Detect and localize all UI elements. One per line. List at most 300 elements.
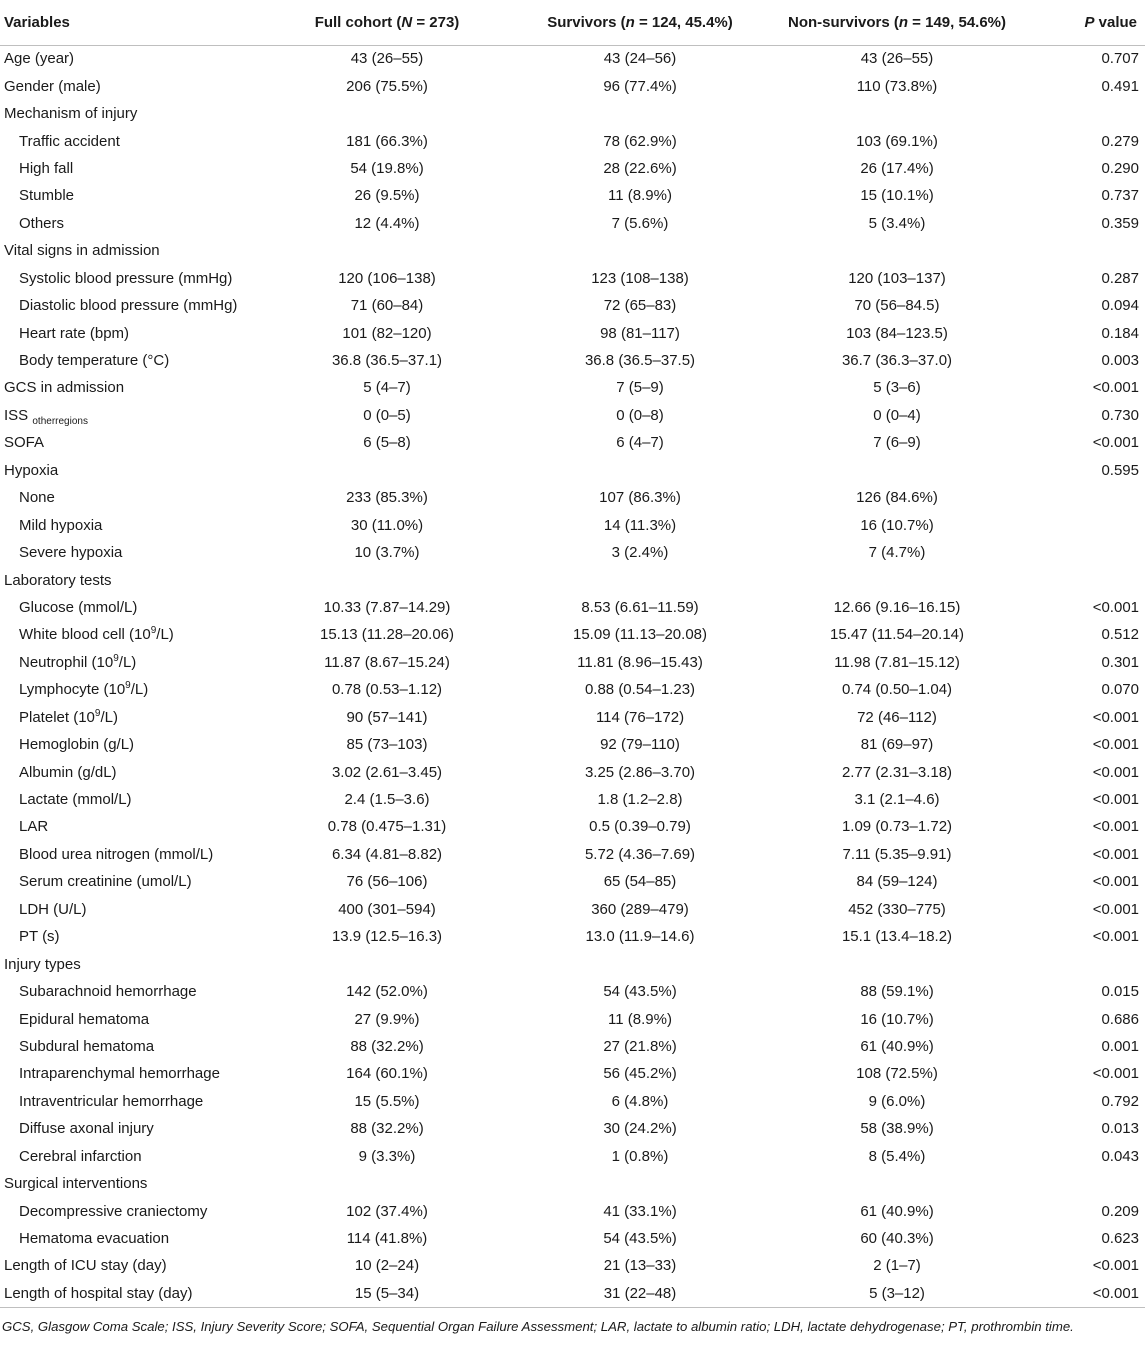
cell-full-cohort (262, 237, 512, 264)
cell-non-survivors: 8 (5.4%) (868, 1147, 926, 1165)
cell-survivors: 31 (22–48) (512, 1280, 768, 1307)
cell-survivors: 21 (13–33) (603, 1257, 677, 1275)
cell-variable (0, 265, 262, 292)
cell-full-cohort: 27 (9.9%) (354, 1010, 420, 1028)
cell-variable (0, 896, 262, 923)
cell-variable (0, 511, 262, 538)
variable-label: Albumin (g/dL) (19, 763, 117, 781)
cell-non-survivors: 5 (3.4%) (868, 214, 926, 232)
cell-survivors: 30 (24.2%) (603, 1120, 677, 1138)
cell-survivors: 6 (4–7) (616, 434, 664, 452)
header-full-cohort (262, 0, 512, 45)
cell-non-survivors: 26 (17.4%) (860, 159, 934, 177)
cell-variable (0, 950, 262, 977)
variable-label-superscript: 9 (113, 652, 119, 664)
cell-variable (0, 484, 262, 511)
cell-variable (0, 1280, 262, 1307)
cell-full-cohort: 90 (57–141) (346, 708, 428, 726)
table-row (0, 1225, 1145, 1252)
cell-non-survivors: 60 (40.3%) (860, 1230, 934, 1248)
cell-full-cohort: 54 (19.8%) (350, 159, 424, 177)
cell-non-survivors: 15.47 (11.54–20.14) (830, 626, 964, 644)
cell-variable (0, 72, 262, 99)
cell-survivors: 65 (54–85) (603, 873, 677, 891)
cell-p-value: <0.001 (1092, 598, 1139, 616)
cell-variable (0, 319, 262, 346)
table-body (0, 45, 1145, 1307)
cell-full-cohort: 12 (4.4%) (354, 214, 420, 232)
cell-variable (0, 813, 262, 840)
variable-label: Stumble (19, 187, 75, 205)
cell-p-value: 0.512 (1101, 626, 1139, 644)
variable-label: Blood urea nitrogen (mmol/L) (19, 845, 214, 863)
cell-survivors: 11 (8.9%) (608, 1010, 672, 1028)
variable-label-suffix: /L) (100, 708, 118, 726)
cell-survivors: 0.88 (0.54–1.23) (584, 681, 696, 699)
cell-survivors: 15.09 (11.13–20.08) (573, 626, 707, 644)
cell-non-survivors: 61 (40.9%) (860, 1037, 934, 1055)
header-full-pre: Full cohort ( (314, 13, 402, 31)
cell-variable (0, 594, 262, 621)
cell-full-cohort: 88 (32.2%) (350, 1037, 424, 1055)
variable-label: Serum creatinine (umol/L) (19, 873, 192, 891)
cell-p-value: 0.686 (1101, 1010, 1139, 1028)
cell-non-survivors: 452 (330–775) (848, 900, 946, 918)
table-row (0, 45, 1145, 72)
cell-full-cohort: 6 (5–8) (363, 434, 411, 452)
variable-label: Lactate (mmol/L) (19, 791, 132, 809)
cell-variable (0, 841, 262, 868)
variable-label: None (19, 489, 55, 507)
cell-full-cohort (262, 100, 512, 127)
variable-label-superscript: 9 (94, 707, 101, 719)
cell-p-value: 0.491 (1101, 77, 1139, 95)
cell-survivors: 0.5 (0.39–0.79) (589, 818, 691, 836)
table-row (0, 374, 1145, 401)
cell-non-survivors (768, 566, 1026, 593)
cell-variable (0, 1170, 262, 1197)
table-row (0, 1197, 1145, 1224)
cell-non-survivors (768, 100, 1026, 127)
variable-label-suffix: /L) (130, 681, 149, 699)
cell-p-value: 0.737 (1101, 187, 1139, 205)
table-row (0, 1143, 1145, 1170)
variable-label: Heart rate (bpm) (19, 324, 130, 342)
cell-non-survivors: 120 (103–137) (848, 269, 946, 287)
cell-p-value (1026, 566, 1145, 593)
cell-non-survivors: 61 (40.9%) (860, 1202, 934, 1220)
cell-non-survivors: 88 (59.1%) (860, 983, 934, 1001)
cell-variable (0, 923, 262, 950)
table-row (0, 923, 1145, 950)
cell-p-value: <0.001 (1092, 818, 1139, 836)
variable-label: Injury types (4, 955, 81, 973)
cell-non-survivors: 15 (10.1%) (860, 187, 934, 205)
table-row (0, 429, 1145, 456)
variable-label-suffix: /L) (118, 653, 137, 671)
variable-label: Diastolic blood pressure (mmHg) (19, 297, 238, 315)
cell-non-survivors: 11.98 (7.81–15.12) (834, 653, 960, 671)
cell-variable (0, 731, 262, 758)
cell-full-cohort: 233 (85.3%) (346, 489, 428, 507)
variable-label: ISS (4, 406, 29, 424)
cell-survivors: 8.53 (6.61–11.59) (581, 598, 699, 616)
cell-variable (0, 978, 262, 1005)
cell-full-cohort: 5 (4–7) (363, 379, 411, 397)
cell-survivors: 360 (289–479) (591, 900, 689, 918)
table-row (0, 978, 1145, 1005)
variable-label: Hemoglobin (g/L) (19, 736, 135, 754)
variable-label-suffix: /L) (156, 626, 174, 644)
header-p-value (1026, 0, 1145, 45)
cell-full-cohort: 400 (301–594) (338, 900, 436, 918)
cell-survivors: 28 (22.6%) (603, 159, 677, 177)
cell-full-cohort (262, 1170, 512, 1197)
header-variables: Variables (0, 0, 262, 45)
cell-p-value: 0.287 (1101, 269, 1139, 287)
cell-survivors: 43 (24–56) (603, 50, 677, 68)
cell-survivors: 7 (5.6%) (611, 214, 669, 232)
cell-p-value: <0.001 (1092, 1065, 1139, 1083)
cell-survivors: 96 (77.4%) (603, 77, 677, 95)
table-row (0, 950, 1145, 977)
table-row (0, 594, 1145, 621)
table-row (0, 265, 1145, 292)
cell-survivors: 78 (62.9%) (603, 132, 677, 150)
cell-survivors: 27 (21.8%) (603, 1037, 677, 1055)
cell-full-cohort: 36.8 (36.5–37.1) (331, 352, 443, 370)
cell-full-cohort: 15 (5.5%) (354, 1092, 420, 1110)
table-row (0, 841, 1145, 868)
cell-variable (0, 1143, 262, 1170)
cell-survivors: 14 (11.3%) (603, 516, 677, 534)
cell-non-survivors: 36.7 (36.3–37.0) (841, 352, 953, 370)
cell-full-cohort: 11.87 (8.67–15.24) (324, 653, 450, 671)
cell-variable (0, 621, 262, 648)
variable-label: Hematoma evacuation (19, 1230, 170, 1248)
cell-p-value: <0.001 (1092, 736, 1139, 754)
cell-full-cohort: 181 (66.3%) (346, 132, 428, 150)
cell-p-value: 0.792 (1101, 1092, 1139, 1110)
cell-survivors (512, 1170, 768, 1197)
table-row (0, 319, 1145, 346)
cell-p-value (1026, 950, 1145, 977)
table-row (0, 1115, 1145, 1142)
cell-variable (0, 1005, 262, 1032)
cell-p-value: <0.001 (1092, 928, 1139, 946)
variable-label: White blood cell (10 (19, 626, 151, 644)
cell-non-survivors: 126 (84.6%) (856, 489, 938, 507)
variable-label: Others (19, 214, 65, 232)
table-row (0, 511, 1145, 538)
table-row (0, 1280, 1145, 1307)
variable-label-subscript: otherregions (32, 415, 88, 427)
cell-survivors: 54 (43.5%) (603, 983, 677, 1001)
cell-variable (0, 566, 262, 593)
cell-p-value: 0.001 (1101, 1037, 1139, 1055)
variable-label: Surgical interventions (4, 1175, 148, 1193)
header-non-pre: Non-survivors ( (787, 13, 899, 31)
cell-non-survivors: 5 (3–12) (768, 1280, 1026, 1307)
cell-full-cohort: 76 (56–106) (346, 873, 428, 891)
variable-label: LAR (19, 818, 49, 836)
cell-non-survivors: 0.74 (0.50–1.04) (841, 681, 953, 699)
cell-survivors: 6 (4.8%) (611, 1092, 669, 1110)
variable-label: Intraventricular hemorrhage (19, 1092, 204, 1110)
table-header (0, 0, 1145, 45)
table-row (0, 457, 1145, 484)
table-row (0, 1033, 1145, 1060)
cell-variable (0, 45, 262, 72)
cell-survivors: 92 (79–110) (600, 736, 680, 754)
cell-full-cohort: 13.9 (12.5–16.3) (331, 928, 443, 946)
header-full-post: = 273) (412, 13, 460, 31)
cell-p-value: 0.359 (1101, 214, 1139, 232)
cell-variable (0, 374, 262, 401)
cell-variable (0, 1197, 262, 1224)
cell-full-cohort: 6.34 (4.81–8.82) (331, 845, 443, 863)
cell-full-cohort (262, 566, 512, 593)
cell-survivors: 36.8 (36.5–37.5) (584, 352, 696, 370)
variable-label: Mild hypoxia (19, 516, 103, 534)
variable-label: Lymphocyte (10 (19, 681, 126, 699)
table-row (0, 127, 1145, 154)
variable-label: Body temperature (°C) (19, 352, 170, 370)
cell-variable (0, 676, 262, 703)
variable-label: Subarachnoid hemorrhage (19, 983, 197, 1001)
cell-variable (0, 1060, 262, 1087)
cell-variable (0, 429, 262, 456)
cell-full-cohort: 164 (60.1%) (346, 1065, 428, 1083)
cell-variable (0, 457, 262, 484)
cell-non-survivors: 81 (69–97) (860, 736, 934, 754)
variable-label: GCS in admission (4, 379, 125, 397)
cell-survivors: 98 (81–117) (600, 324, 680, 342)
cell-variable (0, 402, 262, 429)
variable-label: Intraparenchymal hemorrhage (19, 1065, 220, 1083)
cell-variable (0, 649, 262, 676)
table-row (0, 72, 1145, 99)
cell-p-value: <0.001 (1092, 845, 1139, 863)
cell-non-survivors: 9 (6.0%) (868, 1092, 926, 1110)
cell-variable (0, 539, 262, 566)
cell-non-survivors: 7.11 (5.35–9.91) (842, 845, 952, 863)
cell-full-cohort (262, 457, 512, 484)
variable-label: Age (year) (4, 50, 75, 68)
cell-full-cohort: 10 (3.7%) (354, 544, 420, 562)
variable-label: PT (s) (19, 928, 60, 946)
cell-full-cohort: 10.33 (7.87–14.29) (323, 598, 451, 616)
cell-non-survivors (768, 237, 1026, 264)
table-row (0, 758, 1145, 785)
cell-non-survivors: 2 (1–7) (873, 1257, 921, 1275)
cell-full-cohort (262, 950, 512, 977)
cell-full-cohort: 101 (82–120) (342, 324, 432, 342)
variable-label: Cerebral infarction (19, 1147, 142, 1165)
cell-non-survivors: 3.1 (2.1–4.6) (854, 791, 940, 809)
header-survivors (512, 0, 768, 45)
header-non-post: = 149, 54.6%) (908, 13, 1006, 31)
table-footnote: GCS, Glasgow Coma Scale; ISS, Injury Severity Score; SOFA, Sequential Organ Failure Assessment; LAR, lactate to albumin ratio; LDH, lactate dehydrogenase; PT, prothrombin time. (2, 1318, 1074, 1334)
table-row (0, 155, 1145, 182)
cell-p-value (1026, 511, 1145, 538)
cell-p-value: 0.070 (1101, 681, 1139, 699)
cell-full-cohort: 85 (73–103) (346, 736, 428, 754)
cell-variable (0, 155, 262, 182)
cell-survivors: 1.8 (1.2–2.8) (597, 791, 683, 809)
cell-variable (0, 868, 262, 895)
cell-full-cohort: 120 (106–138) (338, 269, 436, 287)
cell-full-cohort: 142 (52.0%) (346, 983, 428, 1001)
variable-label: Epidural hematoma (19, 1010, 150, 1028)
table-row (0, 813, 1145, 840)
cell-variable (0, 1115, 262, 1142)
table-row (0, 1088, 1145, 1115)
cell-survivors: 56 (45.2%) (603, 1065, 677, 1083)
cell-survivors: 107 (86.3%) (599, 489, 681, 507)
variable-label: Decompressive craniectomy (19, 1202, 208, 1220)
cell-p-value: 0.209 (1101, 1202, 1139, 1220)
cell-non-survivors: 108 (72.5%) (856, 1065, 938, 1083)
cell-survivors: 123 (108–138) (591, 269, 689, 287)
cell-non-survivors: 103 (84–123.5) (846, 324, 948, 342)
cell-non-survivors: 103 (69.1%) (856, 132, 938, 150)
header-surv-pre: Survivors ( (547, 13, 626, 31)
cell-non-survivors (768, 457, 1026, 484)
table-row (0, 731, 1145, 758)
cell-variable (0, 210, 262, 237)
cell-full-cohort: 43 (26–55) (350, 50, 424, 68)
cell-p-value (1026, 1170, 1145, 1197)
cell-p-value: 0.015 (1101, 983, 1139, 1001)
cell-non-survivors: 7 (6–9) (873, 434, 921, 452)
table-row (0, 347, 1145, 374)
table-row (0, 100, 1145, 127)
table-row (0, 621, 1145, 648)
header-surv-post: = 124, 45.4%) (634, 13, 733, 31)
cell-survivors: 11.81 (8.96–15.43) (577, 653, 703, 671)
table-row (0, 566, 1145, 593)
table-row (0, 868, 1145, 895)
cell-full-cohort: 102 (37.4%) (346, 1202, 428, 1220)
cell-variable (0, 1088, 262, 1115)
variable-label: Laboratory tests (4, 571, 112, 589)
cell-variable (0, 127, 262, 154)
cell-p-value: 0.013 (1101, 1120, 1139, 1138)
cell-p-value: 0.043 (1101, 1147, 1139, 1165)
cell-p-value (1026, 539, 1145, 566)
header-non-survivors (768, 0, 1026, 45)
cell-variable (0, 347, 262, 374)
cell-survivors (512, 950, 768, 977)
cell-non-survivors: 2.77 (2.31–3.18) (841, 763, 953, 781)
cell-full-cohort: 114 (41.8%) (346, 1230, 428, 1248)
table-row (0, 786, 1145, 813)
cell-p-value: <0.001 (1092, 763, 1139, 781)
cell-p-value: 0.279 (1101, 132, 1139, 150)
variable-label: Length of hospital stay (day) (4, 1284, 193, 1302)
cell-p-value: 0.730 (1101, 406, 1139, 424)
cell-survivors: 11 (8.9%) (608, 187, 672, 205)
cell-non-survivors: 16 (10.7%) (860, 1010, 934, 1028)
cell-survivors (512, 457, 768, 484)
header-full-n: N (401, 13, 413, 31)
cell-non-survivors: 12.66 (9.16–16.15) (833, 598, 961, 616)
table-row (0, 704, 1145, 731)
table-row (0, 1170, 1145, 1197)
variable-label: Neutrophil (10 (19, 653, 114, 671)
variable-label: Diffuse axonal injury (19, 1120, 154, 1138)
cell-full-cohort: 2.4 (1.5–3.6) (344, 791, 430, 809)
cell-non-survivors: 70 (56–84.5) (854, 297, 940, 315)
cell-survivors: 41 (33.1%) (603, 1202, 677, 1220)
variable-label-superscript: 9 (125, 680, 131, 692)
table-row (0, 402, 1145, 429)
cell-full-cohort: 26 (9.5%) (354, 187, 420, 205)
cell-survivors: 0 (0–8) (616, 406, 664, 424)
cell-p-value: 0.595 (1101, 461, 1139, 479)
cell-non-survivors: 1.09 (0.73–1.72) (841, 818, 953, 836)
variable-label: High fall (19, 159, 74, 177)
cell-full-cohort: 0.78 (0.475–1.31) (327, 818, 447, 836)
table-row (0, 896, 1145, 923)
cell-variable (0, 704, 262, 731)
cell-p-value: <0.001 (1092, 379, 1139, 397)
cell-survivors: 3 (2.4%) (611, 544, 669, 562)
cell-p-value: 0.184 (1101, 324, 1139, 342)
header-row (0, 0, 1145, 45)
cell-non-survivors (768, 1170, 1026, 1197)
cell-full-cohort: 15.13 (11.28–20.06) (320, 626, 454, 644)
cell-p-value: <0.001 (1026, 1280, 1145, 1307)
cell-variable (0, 1033, 262, 1060)
cell-non-survivors: 16 (10.7%) (860, 516, 934, 534)
header-surv-n: n (625, 13, 635, 31)
table-row (0, 182, 1145, 209)
table-row (0, 676, 1145, 703)
cell-variable (0, 292, 262, 319)
cell-non-survivors: 58 (38.9%) (860, 1120, 934, 1138)
table-row (0, 649, 1145, 676)
header-p-letter: P (1084, 13, 1095, 31)
cell-non-survivors: 84 (59–124) (856, 873, 938, 891)
cell-survivors: 7 (5–9) (616, 379, 664, 397)
variable-label: Glucose (mmol/L) (19, 598, 138, 616)
cell-variable (0, 786, 262, 813)
cell-survivors (512, 566, 768, 593)
cell-p-value: 0.707 (1101, 50, 1139, 68)
table-row (0, 1060, 1145, 1087)
table-row (0, 539, 1145, 566)
cell-non-survivors (768, 950, 1026, 977)
cell-p-value: <0.001 (1092, 900, 1139, 918)
cell-survivors: 13.0 (11.9–14.6) (585, 928, 695, 946)
variable-label: LDH (U/L) (19, 900, 87, 918)
cell-p-value: <0.001 (1092, 708, 1139, 726)
cell-non-survivors: 15.1 (13.4–18.2) (841, 928, 953, 946)
cell-full-cohort: 206 (75.5%) (346, 77, 428, 95)
cell-variable (0, 758, 262, 785)
cell-survivors: 54 (43.5%) (603, 1230, 677, 1248)
cell-full-cohort: 9 (3.3%) (358, 1147, 416, 1165)
cell-full-cohort: 88 (32.2%) (350, 1120, 424, 1138)
variable-label: Length of ICU stay (day) (4, 1257, 167, 1275)
cell-p-value (1026, 484, 1145, 511)
cell-non-survivors: 5 (3–6) (873, 379, 921, 397)
variable-label: Systolic blood pressure (mmHg) (19, 269, 233, 287)
cell-survivors: 5.72 (4.36–7.69) (584, 845, 696, 863)
cell-survivors (512, 237, 768, 264)
